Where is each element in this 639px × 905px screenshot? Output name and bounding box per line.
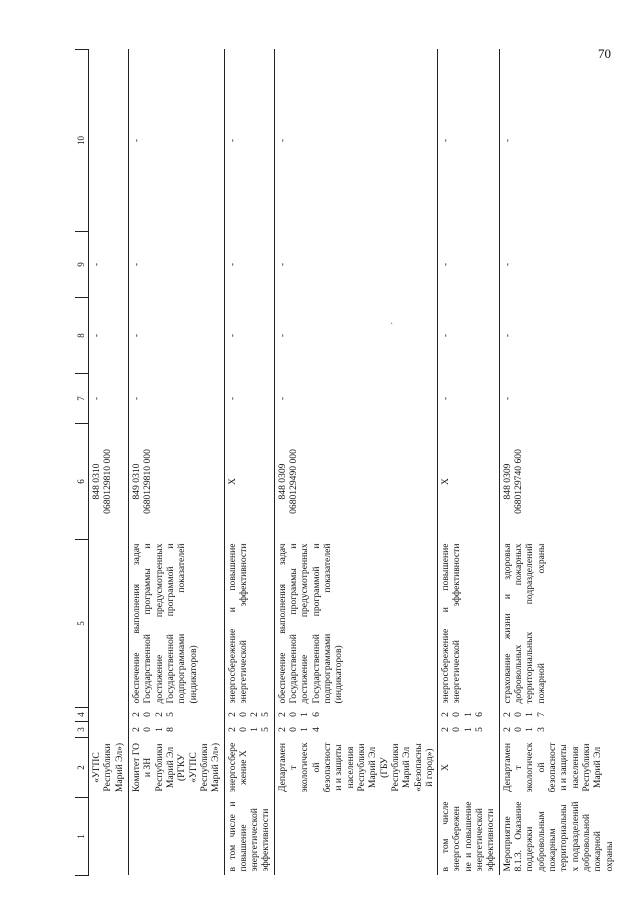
result-cell: обеспечение выполнения задач Государственной программы и достижение предусмотренных Государственной программой и подпрограммами показателей (индикаторов) bbox=[274, 540, 437, 708]
measure-cell: Мероприятие 8.1.3. Оказание поддержки добровольным пожарным территориальных подразделений добровольной пожарной охраны bbox=[499, 798, 617, 876]
value-cell-10: - bbox=[274, 50, 437, 232]
table-row bbox=[438, 50, 500, 876]
executor-cell: X bbox=[438, 738, 500, 798]
budget-code-line-2: 0680129810 000 bbox=[102, 449, 114, 514]
budget-code-line-1: 848 0310 bbox=[91, 463, 102, 500]
value-cell-9: - bbox=[224, 232, 274, 298]
col-header-8: 8 bbox=[75, 298, 89, 374]
measure-cell bbox=[274, 798, 437, 876]
col-header-1: 1 bbox=[75, 798, 89, 876]
end-year-cell: 2017 bbox=[499, 708, 617, 722]
scan-dot: · bbox=[390, 319, 394, 330]
result-cell: энергосбережение и повышение энергетической эффективности bbox=[224, 540, 274, 708]
col-header-3: 3 bbox=[75, 722, 89, 738]
value-cell-9: - bbox=[499, 232, 617, 298]
value-cell-9: - bbox=[129, 232, 225, 298]
value-cell-9: - bbox=[438, 232, 500, 298]
budget-code-cell bbox=[129, 424, 225, 540]
value-cell-7: - bbox=[89, 374, 129, 424]
measure-cell: в том числе и повышение энергетической эффективности bbox=[224, 798, 274, 876]
value-cell-9: - bbox=[89, 232, 129, 298]
budget-code-line-2: 0680129490 000 bbox=[288, 449, 300, 514]
table-row bbox=[224, 50, 274, 876]
start-year-cell bbox=[89, 722, 129, 738]
value-cell-8: - bbox=[89, 298, 129, 374]
budget-code-line-1: 849 0310 bbox=[131, 463, 142, 500]
value-cell-7: - bbox=[499, 374, 617, 424]
executor-cell: «УГПС Республики Марий Эл») bbox=[89, 738, 129, 798]
budget-code-line-1: X bbox=[440, 478, 452, 485]
value-cell-7: - bbox=[129, 374, 225, 424]
budget-code-cell bbox=[499, 424, 617, 540]
end-year-cell bbox=[89, 708, 129, 722]
table-row bbox=[89, 50, 129, 876]
value-cell-7: - bbox=[438, 374, 500, 424]
value-cell-10: - bbox=[499, 50, 617, 232]
budget-code-line-1: X bbox=[226, 478, 238, 485]
start-year-cell: 2015 bbox=[438, 722, 500, 738]
program-measures-table bbox=[75, 49, 617, 876]
budget-code-cell bbox=[224, 424, 274, 540]
value-cell-8: - bbox=[499, 298, 617, 374]
budget-code-line-2: 0680129810 000 bbox=[142, 449, 154, 514]
start-year-cell: 2013 bbox=[499, 722, 617, 738]
executor-cell: Департамент экологической безопасности и защиты населения Республики Марий Эл (ГБУ Республики Марий Эл «Безопасный город») bbox=[274, 738, 437, 798]
value-cell-7: - bbox=[274, 374, 437, 424]
executor-cell: энергосбережение X bbox=[224, 738, 274, 798]
value-cell-8: - bbox=[274, 298, 437, 374]
executor-cell: Департамент экологической безопасности и защиты населения Республики Марий Эл bbox=[499, 738, 617, 798]
executor-cell: Комитет ГО и ЗН Республики Марий Эл (РГКУ «УГПС Республики Марий Эл») bbox=[129, 738, 225, 798]
col-header-2: 2 bbox=[75, 738, 89, 798]
table-row bbox=[499, 50, 617, 876]
result-cell bbox=[89, 540, 129, 708]
start-year-cell: 2015 bbox=[224, 722, 274, 738]
end-year-cell: 2025 bbox=[224, 708, 274, 722]
budget-code-line-1: 848 0309 bbox=[501, 463, 513, 500]
budget-code-cell bbox=[438, 424, 500, 540]
budget-code-line-1: 848 0309 bbox=[276, 463, 288, 500]
end-year-cell: 2025 bbox=[129, 708, 225, 722]
budget-code-cell bbox=[274, 424, 437, 540]
measure-cell bbox=[129, 798, 225, 876]
end-year-cell: 2016 bbox=[274, 708, 437, 722]
value-cell-10: - bbox=[224, 50, 274, 232]
result-cell: энергосбережение и повышение энергетической эффективности bbox=[438, 540, 500, 708]
value-cell-10 bbox=[89, 50, 129, 232]
value-cell-7: - bbox=[224, 374, 274, 424]
page-number: 70 bbox=[598, 46, 611, 61]
measure-cell bbox=[89, 798, 129, 876]
col-header-9: 9 bbox=[75, 232, 89, 298]
value-cell-8: - bbox=[129, 298, 225, 374]
budget-code-line-2: 0680129740 600 bbox=[513, 449, 524, 514]
table-row bbox=[274, 50, 437, 876]
start-year-cell: 2018 bbox=[129, 722, 225, 738]
col-header-4: 4 bbox=[75, 708, 89, 722]
result-cell: страхование жизни и здоровья добровольных пожарных территориальных подразделений пожарной охраны bbox=[499, 540, 617, 708]
rotated-table-container bbox=[75, 50, 618, 876]
start-year-cell: 2014 bbox=[274, 722, 437, 738]
end-year-cell: 2016 bbox=[438, 708, 500, 722]
value-cell-8: - bbox=[438, 298, 500, 374]
col-header-7: 7 bbox=[75, 374, 89, 424]
budget-code-cell bbox=[89, 424, 129, 540]
result-cell: обеспечение выполнения задач Государственной программы и достижение предусмотренных Государственной программой и подпрограммами показателей (индикаторов) bbox=[129, 540, 225, 708]
column-number-row bbox=[75, 50, 89, 876]
col-header-5: 5 bbox=[75, 540, 89, 708]
col-header-10: 10 bbox=[75, 50, 89, 232]
measure-cell: в том числе энергосбережение и повышение энергетической эффективности bbox=[438, 798, 500, 876]
value-cell-10: - bbox=[438, 50, 500, 232]
col-header-6: 6 bbox=[75, 424, 89, 540]
value-cell-10: - bbox=[129, 50, 225, 232]
value-cell-9: - bbox=[274, 232, 437, 298]
value-cell-8: - bbox=[224, 298, 274, 374]
table-row bbox=[129, 50, 225, 876]
